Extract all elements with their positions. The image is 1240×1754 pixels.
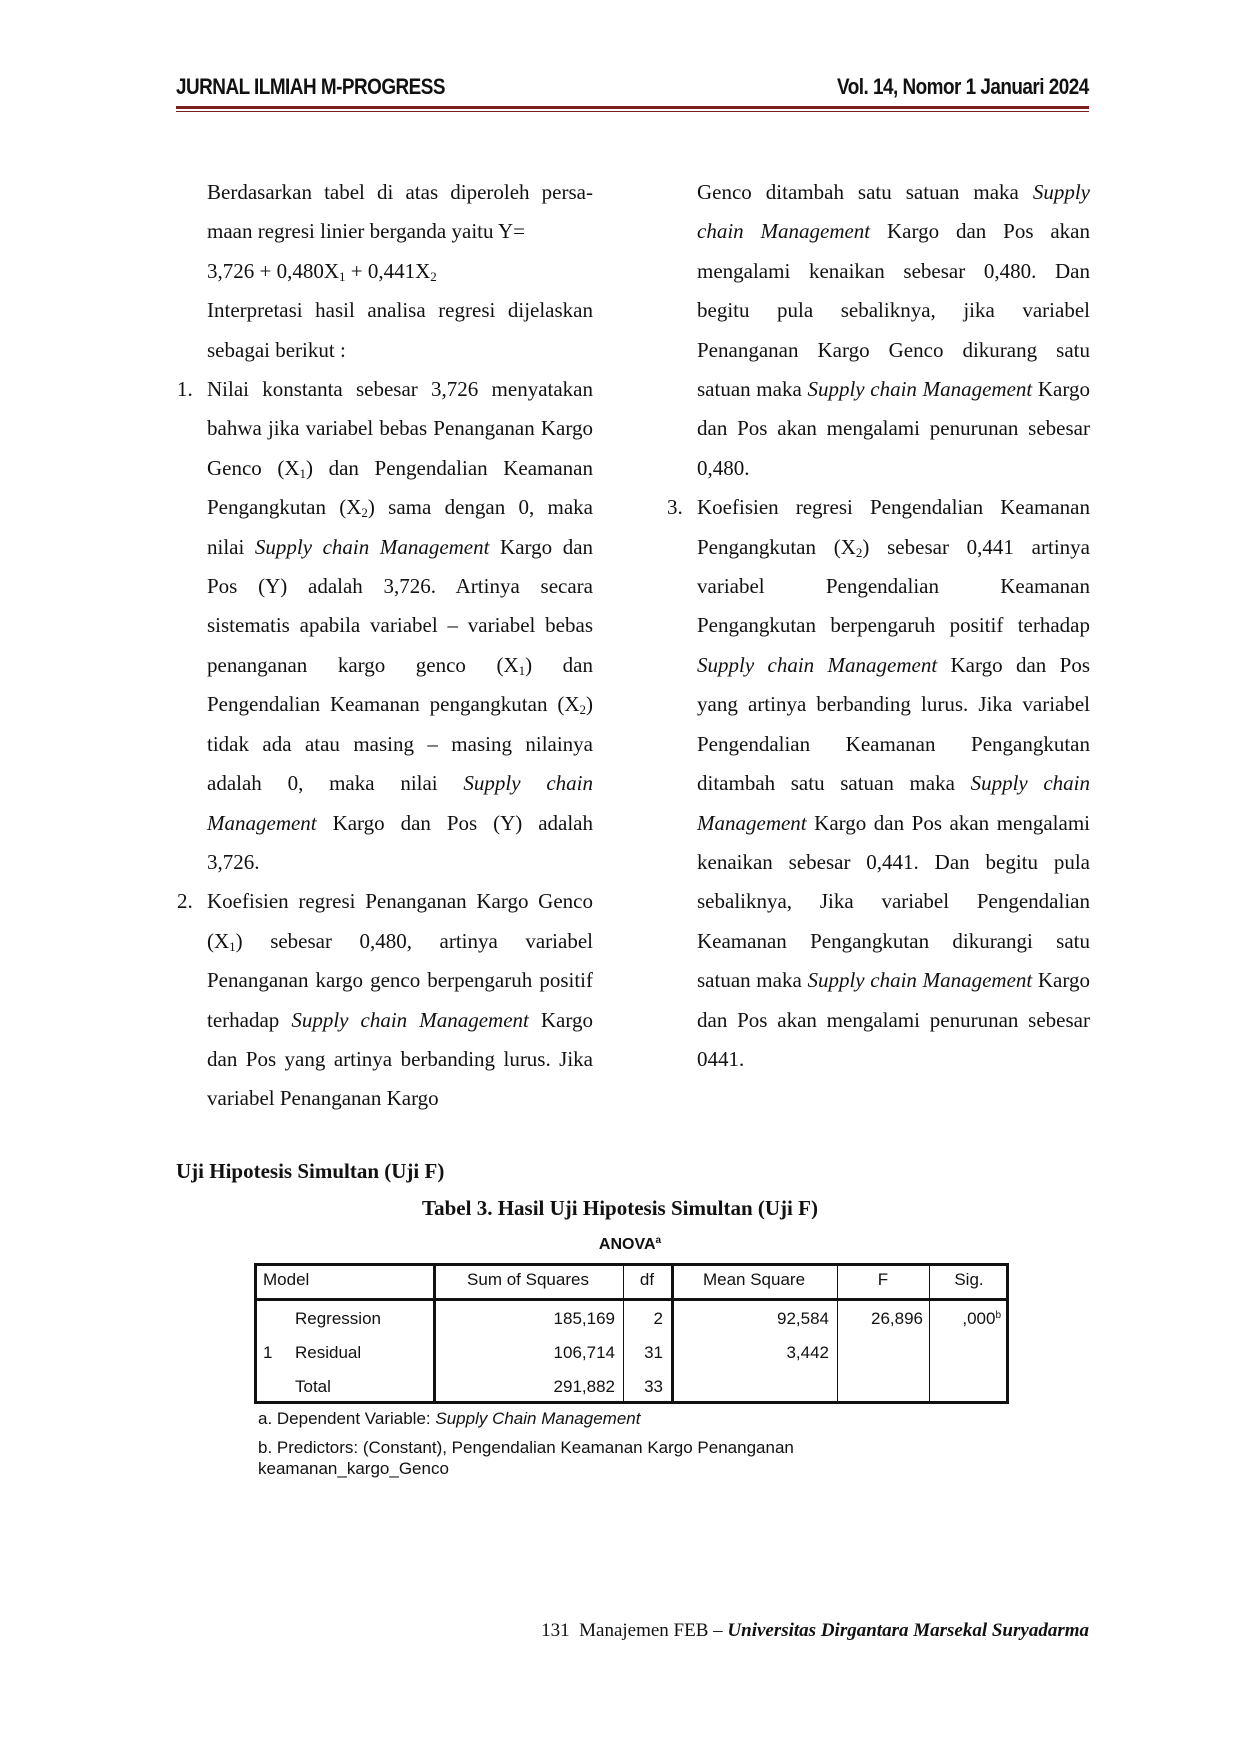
item-text: ) tidak ada atau masing – masing nilainya adalah 0, maka nilai xyxy=(207,692,593,796)
row-label-residual: Residual xyxy=(295,1343,362,1362)
interpretation-intro: Interpretasi hasil analisa regresi dijelaskan sebagai berikut : xyxy=(207,298,593,362)
item-text: Kargo dan Pos akan mengalami penurunan sebesar 0441. xyxy=(697,968,1090,1071)
item-text: Nilai konstanta sebesar 3,726 menyatakan bahwa jika variabel bebas Penanganan Kargo Genco (X xyxy=(207,377,593,480)
equation-subscript: 2 xyxy=(430,268,437,284)
cell-df: 2 xyxy=(653,1309,663,1328)
header-rule-thin xyxy=(176,111,1089,112)
note-a-prefix: a. Dependent Variable: xyxy=(258,1409,436,1428)
list-item-2 xyxy=(177,882,593,1118)
list-number: 3. xyxy=(667,495,683,520)
subscript: 1 xyxy=(518,662,526,678)
subscript: 2 xyxy=(361,505,368,521)
item-text: ) dan Pengendalian Keamanan pengangkutan (X xyxy=(207,652,593,717)
item-text: Kargo dan Pos (Y) adalah 3,726. Artinya secara sistematis apabila variabel – variabel bebas penanganan kargo genco (X xyxy=(207,534,594,677)
cell-df: 33 xyxy=(644,1377,663,1396)
footer-institution: Universitas Dirgantara Marsekal Suryadarma xyxy=(727,1620,1089,1641)
cell-df: 31 xyxy=(644,1343,663,1362)
model-number: 1 xyxy=(263,1343,273,1362)
right-column xyxy=(667,173,1090,1079)
item-text: Kargo dan Pos akan mengalami penurunan sebesar 0,480. xyxy=(697,377,1090,480)
list-item-1 xyxy=(177,370,594,882)
header-divider xyxy=(257,1298,1006,1301)
header-mean-square: Mean Square xyxy=(702,1270,806,1289)
section-title: Uji Hipotesis Simultan (Uji F) xyxy=(176,1159,445,1183)
list-number: 2. xyxy=(177,889,193,914)
subscript: 2 xyxy=(855,544,863,560)
note-a-variable: Supply Chain Management xyxy=(435,1409,641,1428)
italic-term: Supply chain Management xyxy=(254,534,490,559)
row-label-regression: Regression xyxy=(295,1309,381,1328)
item-text: ) sebesar 0,441 artinya variabel Pengendalian Keamanan Pengangkutan berpengaruh positif terhadap xyxy=(697,534,1090,638)
cell-ss: 291,882 xyxy=(553,1377,615,1396)
header-sum-of-squares: Sum of Squares xyxy=(467,1270,589,1289)
anova-title-text: ANOVA xyxy=(598,1236,656,1253)
item-text: Kargo dan Pos akan mengalami kenaikan sebesar 0,480. Dan begitu pula sebaliknya, jika variabel Penanganan Kargo Genco dikurang satu satuan maka xyxy=(697,219,1090,402)
list-number: 1. xyxy=(177,377,193,402)
anova-title-sup: a xyxy=(655,1235,662,1246)
italic-term: Supply chain Management xyxy=(807,968,1033,993)
intro-text: Berdasarkan tabel di atas diperoleh persa-maan regresi linier berganda yaitu Y= xyxy=(207,180,593,244)
italic-term: Supply chain Management xyxy=(291,1007,529,1032)
intro-paragraph xyxy=(207,173,593,291)
italic-term: Supply chain Management xyxy=(697,180,1090,244)
cell-sig xyxy=(929,1309,1001,1329)
item-text: Genco ditambah satu satuan maka xyxy=(697,180,1033,204)
header-df: df xyxy=(639,1270,655,1289)
cell-ms: 92,584 xyxy=(777,1309,829,1328)
equation-part: 3,726 + 0,480X xyxy=(207,258,340,283)
sig-value: ,000 xyxy=(962,1309,996,1328)
cell-ms: 3,442 xyxy=(786,1343,829,1362)
italic-term: Supply chain Management xyxy=(697,652,938,677)
left-column xyxy=(177,173,594,1119)
table-note-a xyxy=(258,1408,898,1429)
equation-subscript: 1 xyxy=(339,268,346,284)
table-caption: Tabel 3. Hasil Uji Hipotesis Simultan (Uji F) xyxy=(422,1196,818,1220)
item-text: ) sama dengan 0, maka nilai xyxy=(207,495,593,559)
item-text: Kargo dan Pos yang artinya berbanding lurus. Jika variabel Penanganan Kargo xyxy=(207,1007,593,1111)
cell-ss: 185,169 xyxy=(553,1309,615,1328)
item-text: Kargo dan Pos (Y) adalah 3,726. xyxy=(207,810,593,874)
italic-term: Supply chain Management xyxy=(807,377,1033,402)
continuation-paragraph xyxy=(697,173,1090,488)
item-text: ) dan Pengendalian Keamanan Pengangkutan (X xyxy=(207,455,593,520)
journal-name: JURNAL ILMIAH M-PROGRESS xyxy=(176,74,445,99)
item-text: Kargo dan Pos akan mengalami kenaikan sebesar 0,441. Dan begitu pula sebaliknya, Jika variabel Pengendalian Keamanan Pengangkutan dikurangi satu satuan maka xyxy=(697,810,1090,993)
item-text: Kargo dan Pos yang artinya berbanding lurus. Jika variabel Pengendalian Keamanan Pengangkutan ditambah satu satuan maka xyxy=(697,652,1090,796)
cell-ss: 106,714 xyxy=(553,1343,615,1362)
sig-footnote-mark: b xyxy=(995,1310,1001,1321)
item-text: Koefisien regresi Pengendalian Keamanan Pengangkutan (X xyxy=(697,495,1090,559)
journal-volume: Vol. 14, Nomor 1 Januari 2024 xyxy=(837,74,1089,99)
table-note-b: b. Predictors: (Constant), Pengendalian Keamanan Kargo Penanganan keamanan_kargo_Genco xyxy=(258,1438,794,1478)
equation-part: + 0,441X xyxy=(345,258,431,283)
list-item-3 xyxy=(667,488,1090,1079)
cell-f: 26,896 xyxy=(871,1309,923,1328)
item-text: Koefisien regresi Penanganan Kargo Genco (X xyxy=(207,889,593,953)
anova-title xyxy=(0,1235,1240,1254)
anova-table xyxy=(254,1263,1009,1404)
header-f: F xyxy=(877,1270,889,1289)
footer-department: Manajemen FEB – xyxy=(579,1620,728,1641)
header-rule xyxy=(176,106,1089,109)
item-text: ) sebesar 0,480, artinya variabel Penanganan kargo genco berpengaruh positif terhadap xyxy=(207,928,593,1032)
equation xyxy=(207,259,437,283)
page-footer xyxy=(541,1620,1089,1642)
subscript: 1 xyxy=(299,465,307,481)
header-model: Model xyxy=(263,1270,310,1289)
header-sig: Sig. xyxy=(954,1270,984,1289)
italic-term: Supply chain Management xyxy=(697,771,1090,835)
row-label-total: Total xyxy=(295,1377,331,1396)
italic-term: Supply chain Management xyxy=(207,771,593,835)
subscript: 1 xyxy=(229,938,236,954)
subscript: 2 xyxy=(579,702,586,718)
page-number: 131 xyxy=(541,1620,570,1641)
